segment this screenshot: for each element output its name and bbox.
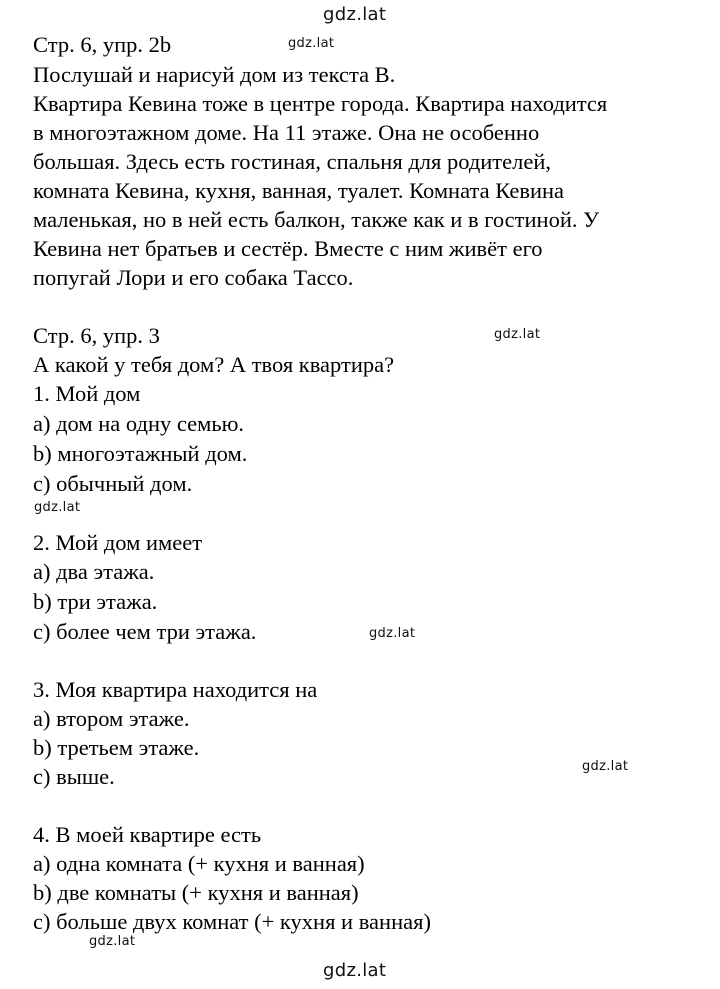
option: c) выше. bbox=[33, 764, 115, 789]
watermark-bottom: gdz.lat bbox=[323, 960, 387, 981]
option: b) три этажа. bbox=[33, 589, 158, 614]
exercise-2b-task: Послушай и нарисуй дом из текста B. bbox=[33, 62, 396, 87]
watermark: gdz.lat bbox=[34, 500, 81, 515]
watermark: gdz.lat bbox=[369, 626, 416, 641]
item-title: 4. В моей квартире есть bbox=[33, 822, 262, 847]
option: b) две комнаты (+ кухня и ванная) bbox=[33, 880, 359, 905]
text-line: маленькая, но в ней есть балкон, также как и в гостиной. У bbox=[33, 207, 600, 232]
watermark: gdz.lat bbox=[89, 934, 136, 949]
item-title: 2. Мой дом имеет bbox=[33, 530, 203, 555]
exercise-3-question: А какой у тебя дом? А твоя квартира? bbox=[33, 352, 395, 377]
option: b) многоэтажный дом. bbox=[33, 441, 248, 466]
item-title: 3. Моя квартира находится на bbox=[33, 677, 318, 702]
option: a) дом на одну семью. bbox=[33, 411, 245, 436]
text-line: Кевина нет братьев и сестёр. Вместе с ним живёт его bbox=[33, 236, 543, 261]
watermark: gdz.lat bbox=[494, 327, 541, 342]
text-line: попугай Лори и его собака Тассо. bbox=[33, 265, 354, 290]
watermark: gdz.lat bbox=[288, 36, 335, 51]
watermark: gdz.lat bbox=[582, 759, 629, 774]
text-line: Квартира Кевина тоже в центре города. Квартира находится bbox=[33, 91, 608, 116]
exercise-3-heading: Стр. 6, упр. 3 bbox=[33, 323, 160, 348]
text-line: в многоэтажном доме. На 11 этаже. Она не особенно bbox=[33, 120, 540, 145]
option: c) более чем три этажа. bbox=[33, 619, 257, 644]
option: a) два этажа. bbox=[33, 559, 155, 584]
text-line: большая. Здесь есть гостиная, спальня для родителей, bbox=[33, 149, 552, 174]
option: b) третьем этаже. bbox=[33, 735, 200, 760]
watermark-top: gdz.lat bbox=[323, 4, 387, 25]
text-line: комната Кевина, кухня, ванная, туалет. Комната Кевина bbox=[33, 178, 565, 203]
exercise-2b-heading: Стр. 6, упр. 2b bbox=[33, 32, 172, 57]
option: a) втором этаже. bbox=[33, 706, 190, 731]
option: c) больше двух комнат (+ кухня и ванная) bbox=[33, 909, 431, 934]
item-title: 1. Мой дом bbox=[33, 381, 141, 406]
option: a) одна комната (+ кухня и ванная) bbox=[33, 851, 365, 876]
option: c) обычный дом. bbox=[33, 471, 193, 496]
